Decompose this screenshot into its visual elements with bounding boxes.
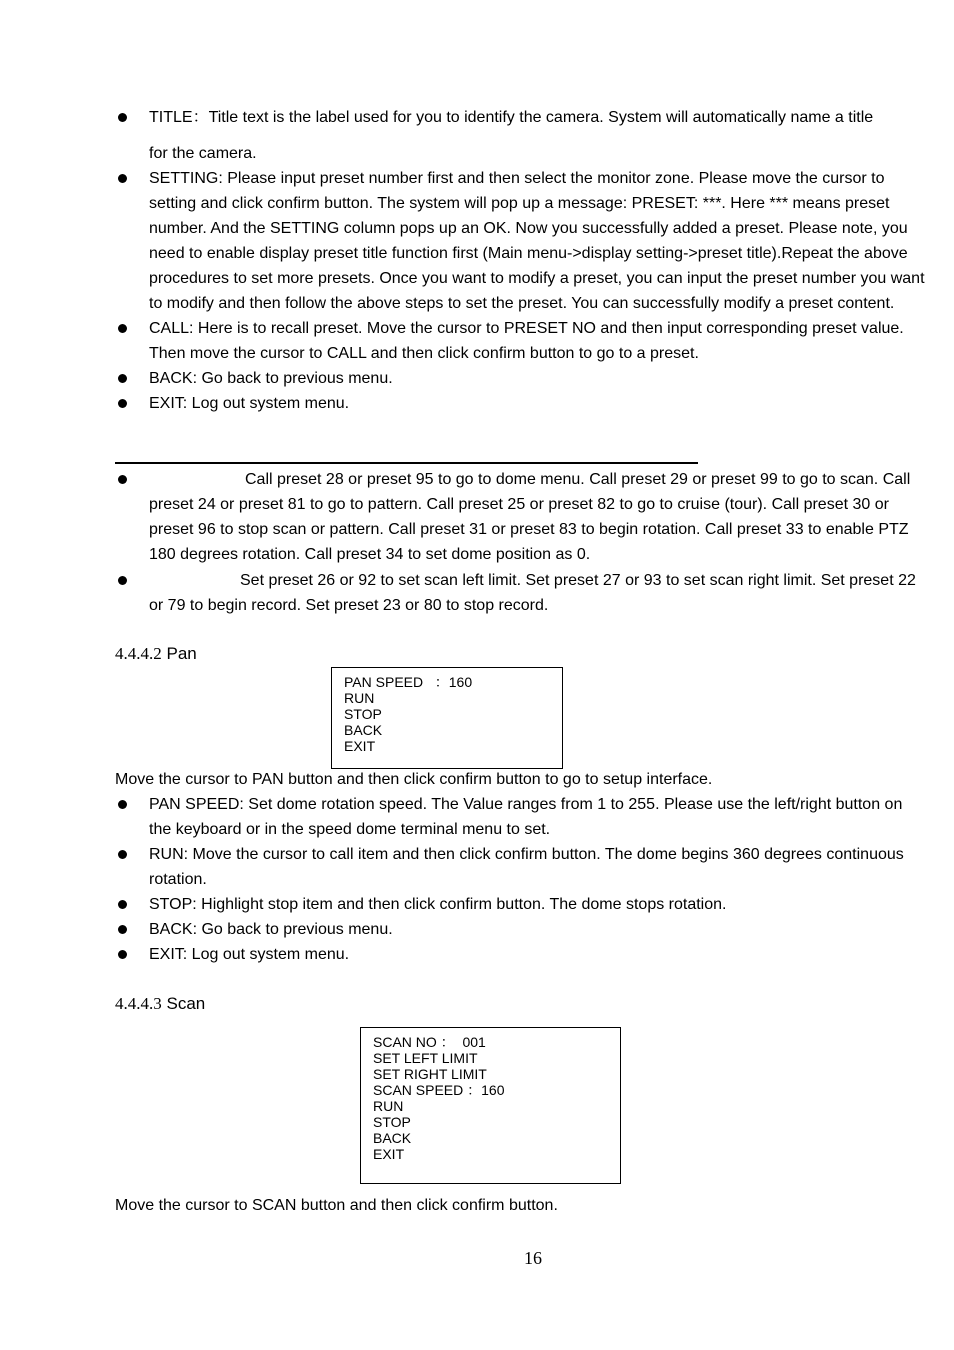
- bullet-title: TITLE：Title text is the label used for you to identify the camera. System will automatically name a title: [115, 105, 927, 130]
- pan-heading-number: 4.4.4.2: [115, 644, 162, 663]
- pan-heading-title: Pan: [166, 644, 197, 663]
- bullet-back: BACK: Go back to previous menu.: [115, 366, 927, 391]
- pan-intro: Move the cursor to PAN button and then click confirm button to go to setup interface.: [115, 771, 713, 788]
- bullet-setting: SETTING: Please input preset number first and then select the monitor zone. Please move the cursor to setting and click confirm button. The system will pop up a message: PRESET: ***. Here *** means preset number. And the SETTING column pops up an OK. Now you successfully added a preset. Please note, you need to enable display preset title function first (Main menu->display setting->preset title).Repeat the above procedures to set more presets. Once you want to modify a preset, you can input the preset number you want to modify and then follow the above steps to set the preset. You can successfully modify a preset content.: [115, 166, 927, 316]
- pan-bullet-stop: STOP: Highlight stop item and then click confirm button. The dome stops rotation.: [115, 892, 927, 917]
- scan-heading-title: Scan: [166, 994, 206, 1013]
- pan-heading: [115, 644, 197, 664]
- divider-rule: [115, 462, 698, 464]
- scan-menu-run: RUN: [373, 1098, 404, 1114]
- scan-menu-exit: EXIT: [373, 1146, 405, 1162]
- scan-menu-no: SCAN NO ： 001: [373, 1034, 486, 1050]
- scan-menu-box: [360, 1027, 621, 1184]
- pan-bullet-run: RUN: Move the cursor to call item and then click confirm button. The dome begins 360 degrees continuous rotation.: [115, 842, 927, 892]
- note-set-preset: Set preset 26 or 92 to set scan left limit. Set preset 27 or 93 to set scan right limit. Set preset 22 or 79 to begin record. Set preset 23 or 80 to stop record.: [115, 568, 927, 618]
- pan-bullet-exit: EXIT: Log out system menu.: [115, 942, 927, 967]
- scan-menu-back: BACK: [373, 1130, 412, 1146]
- bullet-call: CALL: Here is to recall preset. Move the cursor to PRESET NO and then input corresponding preset value. Then move the cursor to CALL and then click confirm button to go to a preset.: [115, 316, 927, 366]
- scan-menu-left-limit: SET LEFT LIMIT: [373, 1050, 478, 1066]
- note-call-preset: Call preset 28 or preset 95 to go to dome menu. Call preset 29 or preset 99 to go to scan. Call preset 24 or preset 81 to go to pattern. Call preset 25 or preset 82 to go to cruise (tour). Call preset 30 or preset 96 to stop scan or pattern. Call preset 31 or preset 83 to begin rotation. Call preset 33 to enable PTZ 180 degrees rotation. Call preset 34 to set dome position as 0.: [115, 467, 927, 567]
- bullet-title-continued: for the camera.: [149, 145, 257, 162]
- pan-menu-box: [331, 667, 563, 769]
- scan-menu-right-limit: SET RIGHT LIMIT: [373, 1066, 487, 1082]
- pan-bullet-list: [115, 792, 927, 967]
- pan-bullet-back: BACK: Go back to previous menu.: [115, 917, 927, 942]
- pan-menu-speed: PAN SPEED ：160: [344, 674, 473, 690]
- note-bullet-list: [115, 467, 927, 618]
- pan-menu-stop: STOP: [344, 706, 382, 722]
- pan-bullet-speed: PAN SPEED: Set dome rotation speed. The Value ranges from 1 to 255. Please use the left/right button on the keyboard or in the speed dome terminal menu to set.: [115, 792, 927, 842]
- scan-menu-stop: STOP: [373, 1114, 411, 1130]
- scan-menu-speed: SCAN SPEED ：160: [373, 1082, 505, 1098]
- page-number: 16: [524, 1248, 542, 1268]
- pan-menu-exit: EXIT: [344, 738, 376, 754]
- pan-menu-run: RUN: [344, 690, 375, 706]
- preset-bullet-list: [115, 105, 927, 416]
- scan-intro: Move the cursor to SCAN button and then click confirm button.: [115, 1197, 558, 1214]
- scan-heading-number: 4.4.4.3: [115, 994, 162, 1013]
- bullet-exit: EXIT: Log out system menu.: [115, 391, 927, 416]
- scan-heading: [115, 994, 205, 1014]
- pan-menu-back: BACK: [344, 722, 383, 738]
